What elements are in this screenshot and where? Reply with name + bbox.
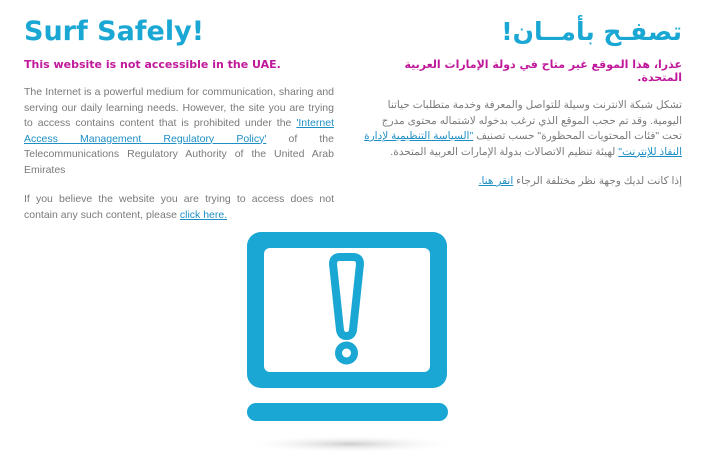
warning-laptop-illustration (0, 226, 702, 466)
explanation-text-en-a: The Internet is a powerful medium for communication, sharing and serving our daily learning needs. However, the site you are trying to access contains content that is prohibited under the (24, 86, 334, 129)
appeal-text-en: If you believe the website you are trying to access does not contain any such content, please (24, 193, 334, 221)
not-accessible-message-ar: عذرا، هذا الموقع غير متاح في دولة الإمارات العربية المتحدة. (404, 58, 682, 84)
english-section (24, 14, 334, 223)
not-accessible-message-en: This website is not accessible in the UAE. (24, 58, 281, 71)
warning-laptop-icon (0, 226, 702, 466)
explanation-paragraph-ar (362, 98, 682, 160)
policy-link-ar[interactable]: "السياسة التنظيمية لإدارة النفاذ للإنترنت" (364, 130, 682, 158)
click-here-link-en[interactable]: click here. (179, 208, 228, 221)
laptop-shadow (240, 435, 460, 453)
appeal-text-ar: إذا كانت لديك وجهة نظر مختلفة الرجاء (513, 175, 682, 187)
appeal-paragraph-ar (362, 174, 682, 190)
arabic-section (362, 14, 682, 190)
laptop-base (247, 403, 448, 421)
policy-link-en[interactable]: 'Internet Access Management Regulatory Policy' (24, 117, 334, 145)
explanation-paragraph-en (24, 85, 334, 178)
appeal-paragraph-en (24, 192, 334, 223)
page-title-en: Surf Safely! (24, 16, 205, 47)
page-title-ar: تصفـح بأمــان! (501, 17, 682, 46)
explanation-text-en-b: of the Telecommunications Regulatory Authority of the United Arab Emirates (24, 132, 334, 176)
exclamation-mark-stem (333, 257, 360, 336)
explanation-text-ar-a: تشكل شبكة الانترنت وسيلة للتواصل والمعرفة وخدمة متطلبات حياتنا اليومية. وقد تم حجب الموقع الذي ترغب بدخوله لاشتماله محتوى مدرج تحت "فئات المحتويات المحظورة" حسب تصنيف (381, 99, 682, 142)
exclamation-mark-dot (339, 345, 355, 361)
click-here-link-ar[interactable]: انقر هنا. (478, 175, 514, 187)
explanation-text-ar-b: لهيئة تنظيم الاتصالات بدولة الإمارات العربية المتحدة. (390, 145, 619, 158)
